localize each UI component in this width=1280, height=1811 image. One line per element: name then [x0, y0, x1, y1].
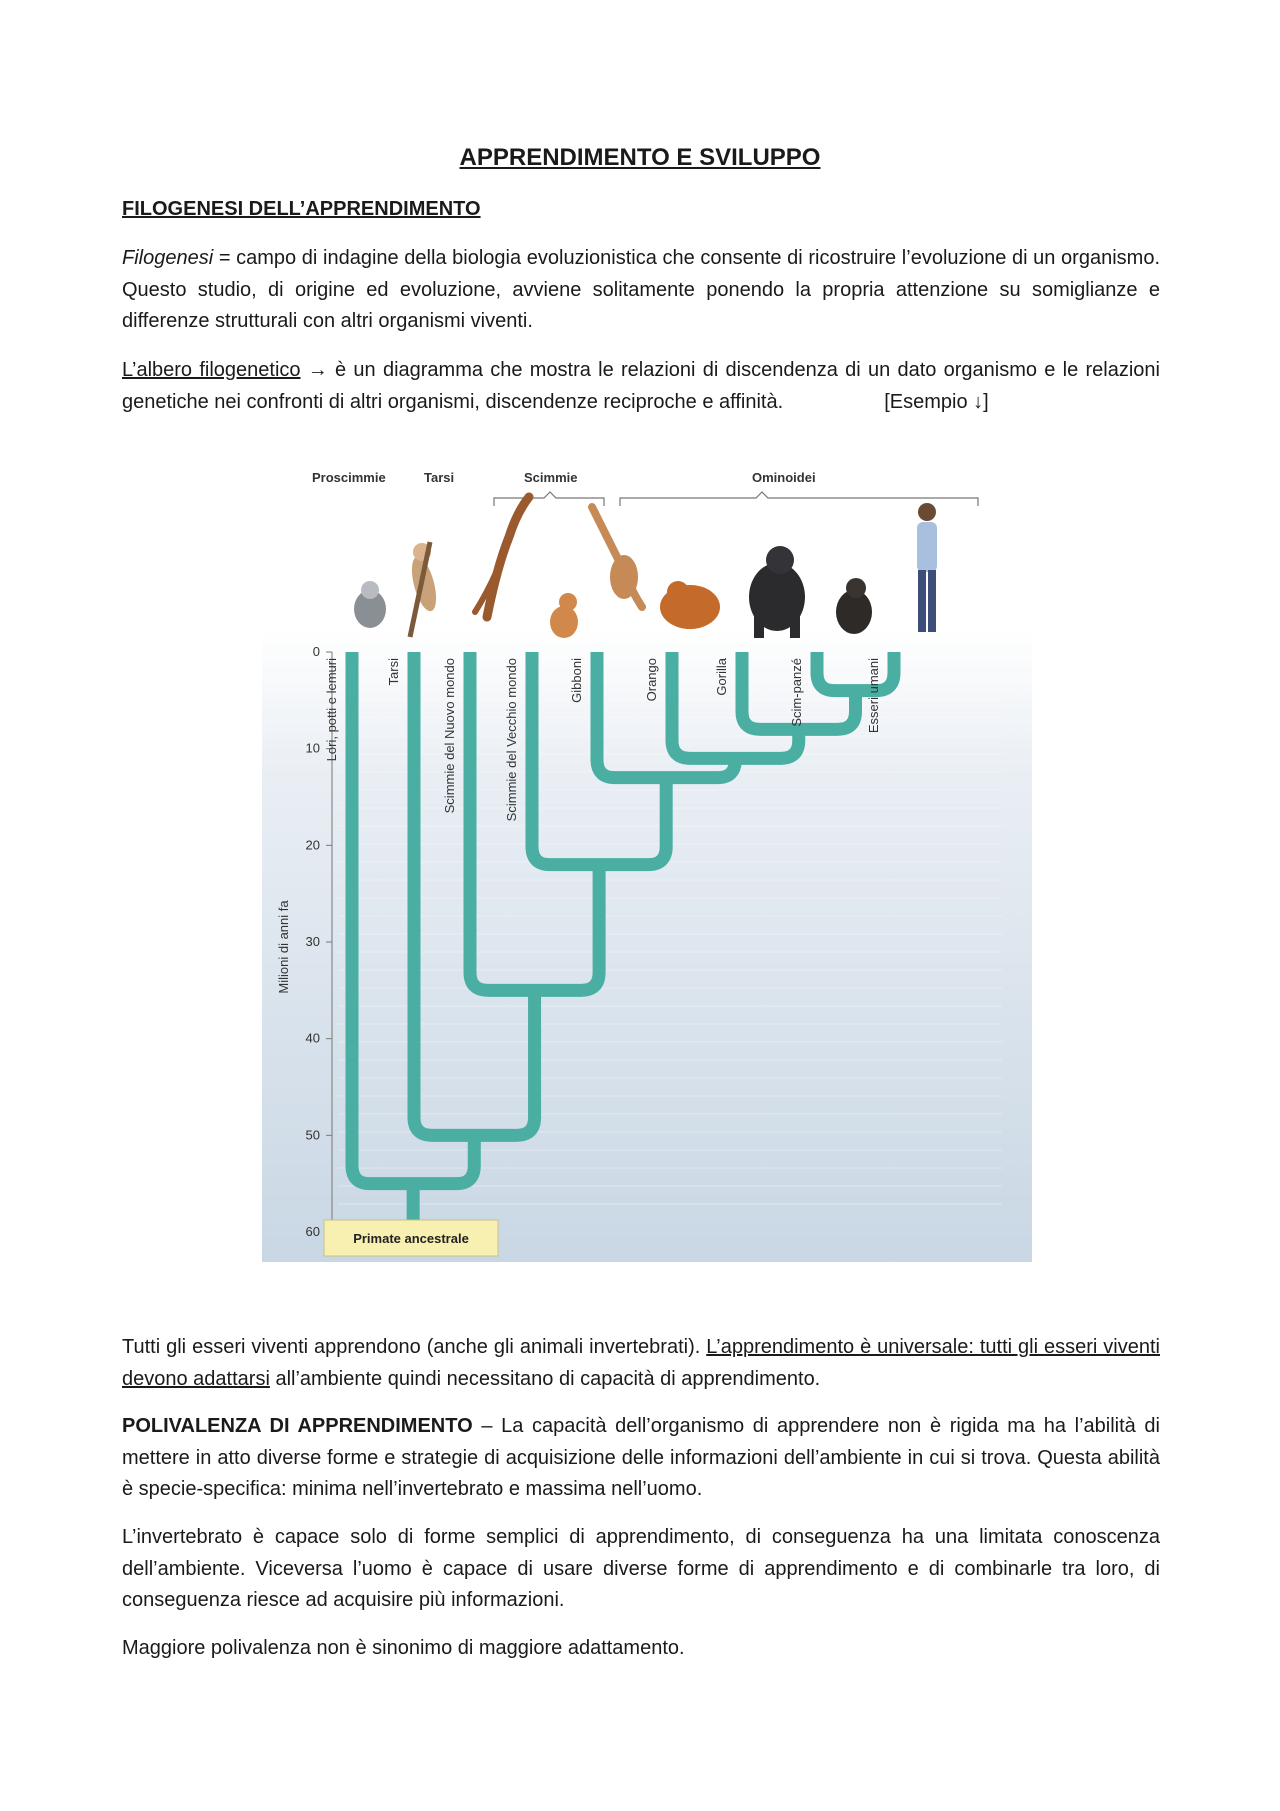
term-polivalenza: POLIVALENZA DI APPRENDIMENTO [122, 1415, 473, 1437]
chimpanzee-head [846, 578, 866, 598]
leaf-label: Esseri umani [866, 658, 881, 734]
human-leg-right [928, 570, 936, 632]
gorilla-head [766, 546, 794, 574]
section-heading: FILOGENESI DELL’APPRENDIMENTO [122, 198, 481, 220]
paragraph-conclusione: Maggiore polivalenza non è sinonimo di maggiore adattamento. [122, 1637, 685, 1659]
group-label-scimmie: Scimmie [524, 470, 578, 485]
branch-orango [672, 652, 799, 758]
example-note: [Esempio ↓] [884, 390, 989, 413]
group-label-ominoidei: Ominoidei [752, 470, 816, 485]
term-filogenesi: Filogenesi [122, 247, 214, 269]
tree-branches [352, 652, 894, 1220]
root-label: Primate ancestrale [353, 1231, 469, 1246]
human-head [918, 503, 936, 521]
gibbon-body [610, 555, 638, 599]
paragraph-universale-underlined: L’apprendimento è universale: tutti gli esseri viventi devono adattarsi [122, 1336, 1161, 1390]
y-tick-label: 50 [305, 1127, 320, 1143]
bracket-scimmie [494, 492, 604, 506]
paragraph-invertebrato: L’invertebrato è capace solo di forme semplici di apprendimento, di conseguenza ha una limitata conoscenza dell’ambiente. Viceversa l’uomo è capace di usare diverse forme di apprendimento e di combinarle tra loro, di conseguenza riesce ad acquisire più informazioni. [122, 1526, 1160, 1611]
group-label-proscimmie: Proscimmie [312, 470, 386, 485]
branch-chimp-human [817, 652, 894, 691]
paragraph-albero [122, 355, 1160, 418]
lemur-head [361, 581, 379, 599]
phylogenetic-tree-chart [262, 452, 1032, 1262]
primate-illustrations [354, 497, 937, 638]
human-torso [917, 522, 937, 572]
y-tick-label: 10 [305, 740, 320, 756]
leaf-label: Gibboni [569, 658, 584, 703]
y-axis-label: Milioni di anni fa [276, 900, 291, 994]
arrow-icon: → [300, 359, 336, 381]
y-tick-label: 20 [305, 837, 320, 853]
paragraph-universale [122, 1332, 1160, 1395]
y-tick-label: 0 [312, 644, 320, 659]
phylogenetic-tree-figure [262, 452, 1032, 1262]
leaf-label: Scimmie del Vecchio mondo [504, 658, 519, 822]
paragraph-universale-start: Tutti gli esseri viventi apprendono (anche gli animali invertebrati). [122, 1336, 707, 1358]
leaf-label: Lori, potti e lemuri [324, 658, 339, 762]
leaf-label: Scimmie del Nuovo mondo [442, 658, 457, 814]
gorilla-arm-left [754, 612, 764, 638]
leaf-label: Tarsi [386, 658, 401, 686]
leaf-label: Scim-panzé [789, 658, 804, 727]
old-world-monkey-silhouette [550, 606, 578, 638]
human-leg-left [918, 570, 926, 632]
y-tick-label: 60 [305, 1224, 320, 1239]
group-label-tarsi: Tarsi [424, 470, 455, 485]
old-world-monkey-head [559, 593, 577, 611]
leaf-label: Gorilla [714, 658, 729, 696]
paragraph-albero-text: è un diagramma che mostra le relazioni di discendenza di un dato organismo e le relazioni genetiche nei confronti di altri organismi, discendenze reciproche e affinità. [122, 359, 1160, 413]
term-albero-filogenetico: L’albero filogenetico [122, 359, 301, 381]
document-title: APPRENDIMENTO E SVILUPPO [459, 144, 821, 171]
paragraph-polivalenza-text: – La capacità dell’organismo di apprendere non è rigida ma ha l’abilità di mettere in atto diverse forme e strategie di acquisizione delle informazioni dell’ambiente in cui si trova. Questa abilità è specie-specifica: minima nell’invertebrato e massima nell’uomo. [122, 1415, 1161, 1500]
paragraph-filogenesi [122, 243, 1160, 338]
paragraph-filogenesi-text: = campo di indagine della biologia evoluzionistica che consente di ricostruire l’evoluzione di un organismo. Questo studio, di origine ed evoluzione, avviene solitamente ponendo la propria attenzione su somiglianze e differenze strutturali con altri organismi viventi. [122, 247, 1160, 332]
orangutan-head [667, 581, 689, 603]
leaf-label: Orango [644, 658, 659, 702]
gorilla-arm-right [790, 612, 800, 638]
y-tick-label: 30 [305, 934, 320, 949]
paragraph-polivalenza [122, 1411, 1160, 1506]
paragraph-universale-end: all’ambiente quindi necessitano di capacità di apprendimento. [269, 1367, 821, 1390]
y-tick-label: 40 [305, 1030, 320, 1046]
spider-monkey-silhouette [487, 497, 529, 617]
background-lines [338, 682, 1002, 1204]
